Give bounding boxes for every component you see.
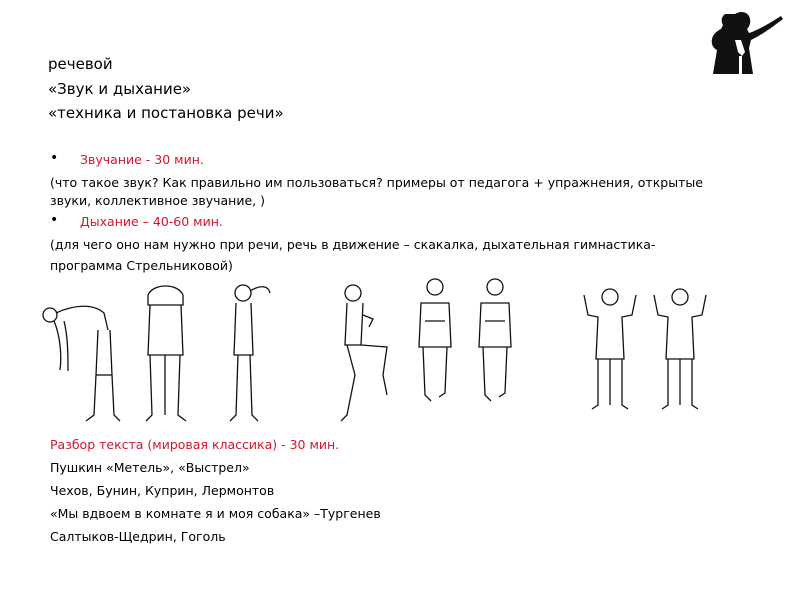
breathing-desc-line-2: программа Стрельниковой) [50, 258, 233, 273]
bullet-marker: • [50, 212, 59, 228]
exercise-figures-group-2 [335, 275, 530, 430]
author-line: Пушкин «Метель», «Выстрел» [50, 460, 250, 475]
orator-silhouette-icon [705, 10, 791, 76]
author-line: Чехов, Бунин, Куприн, Лермонтов [50, 483, 275, 498]
exercise-figure-icon [654, 289, 706, 409]
breathing-label: Дыхание – 40-60 мин. [80, 214, 223, 229]
exercise-figures-group-1 [38, 275, 273, 430]
bullet-marker: • [50, 150, 59, 166]
breathing-desc-line-1: (для чего оно нам нужно при речи, речь в движение – скакалка, дыхательная гимнастика- [50, 237, 656, 252]
title-line-3: «техника и постановка речи» [48, 104, 284, 122]
exercise-figure-icon [419, 279, 451, 401]
exercise-figure-icon [230, 285, 270, 421]
exercise-figure-icon [341, 285, 387, 421]
sounding-desc-line-2: звуки, коллективное звучание, ) [50, 193, 265, 208]
exercise-figure-icon [43, 306, 120, 421]
exercise-figure-icon [584, 289, 636, 409]
sounding-desc-line-1: (что такое звук? Как правильно им пользоваться? примеры от педагога + упражнения, открытые [50, 175, 703, 190]
exercise-figure-icon [479, 279, 511, 401]
exercise-figure-icon [146, 286, 186, 421]
text-analysis-heading: Разбор текста (мировая классика) - 30 мин. [50, 437, 340, 452]
title-line-1: речевой [48, 55, 113, 73]
author-line: «Мы вдвоем в комнате я и моя собака» –Тургенев [50, 506, 381, 521]
exercise-figures-group-3 [570, 285, 720, 410]
author-line: Салтыков-Щедрин, Гоголь [50, 529, 226, 544]
sounding-label: Звучание - 30 мин. [80, 152, 204, 167]
title-line-2: «Звук и дыхание» [48, 80, 192, 98]
